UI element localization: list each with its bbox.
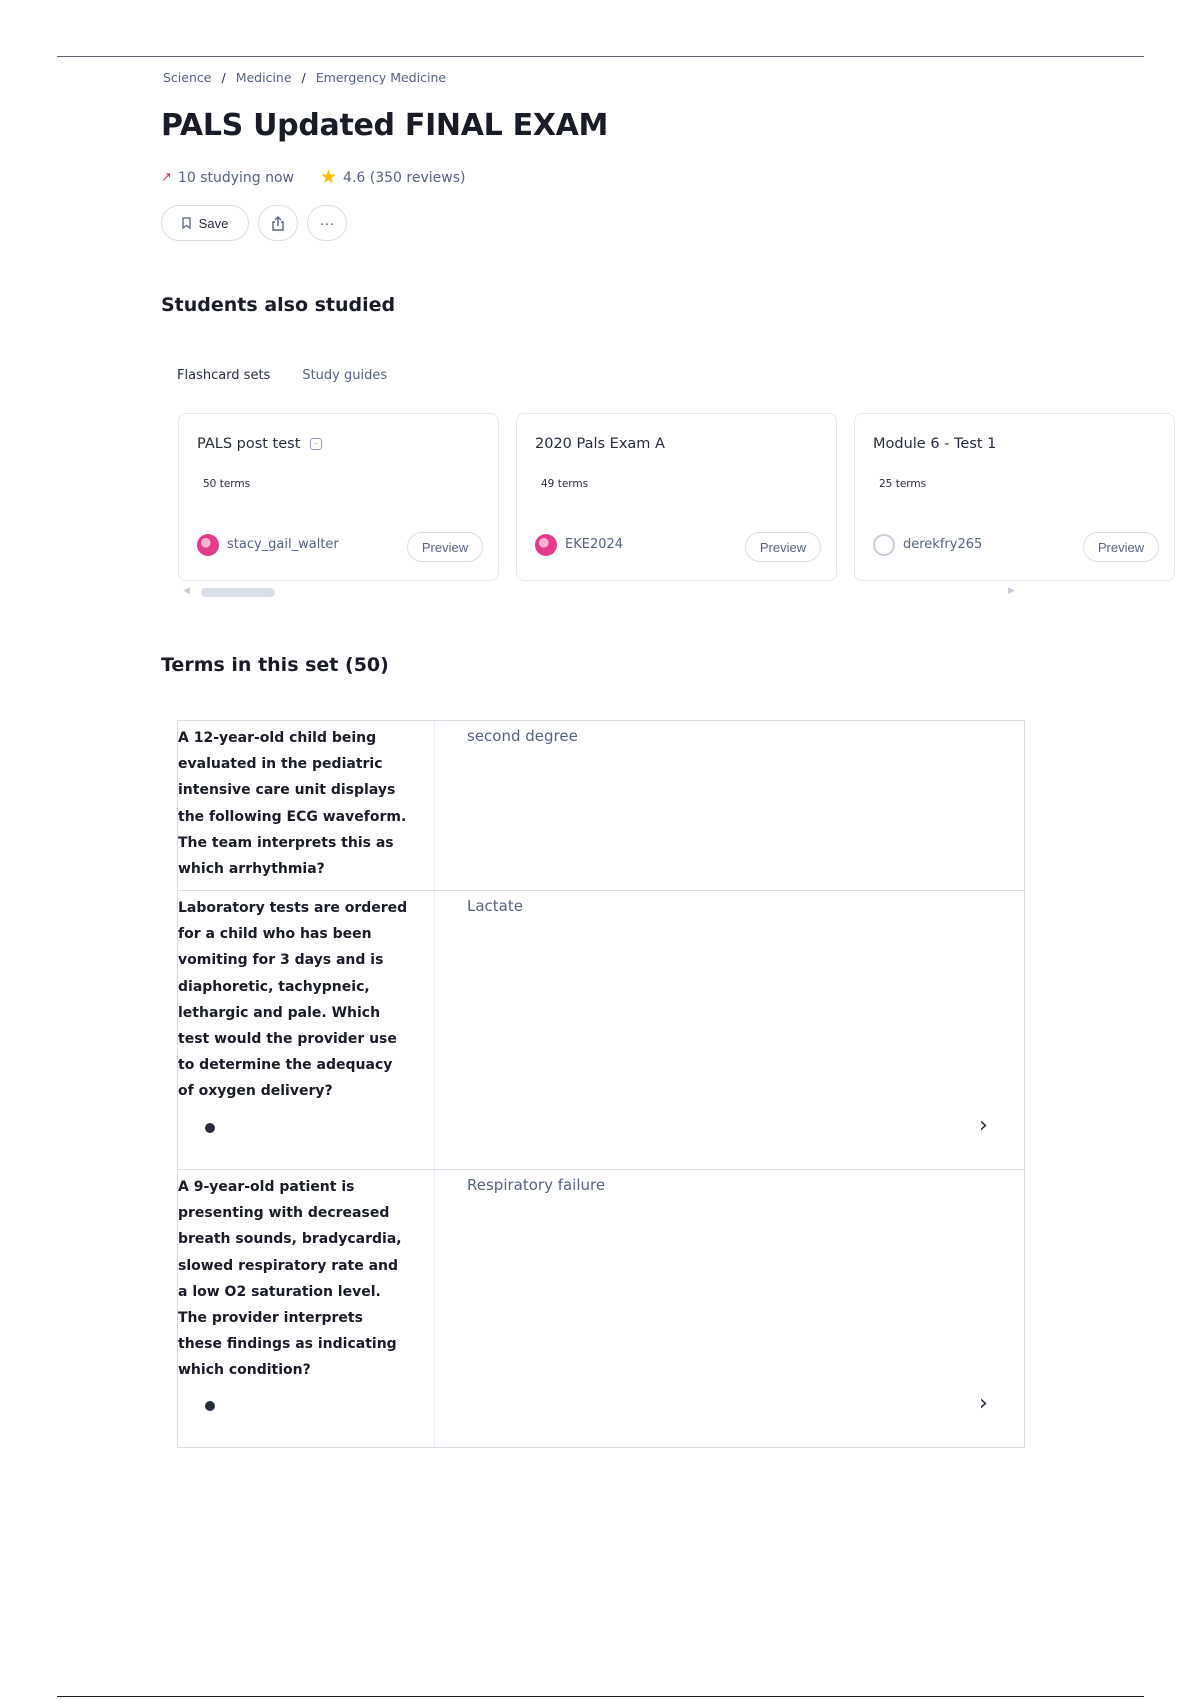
breadcrumb-link-science[interactable]: Science [163, 70, 212, 85]
save-button[interactable] [161, 205, 249, 241]
flashcard-icon: – [310, 438, 322, 450]
star-icon: ★ [320, 166, 338, 188]
trending-up-icon: ↗ [161, 170, 172, 185]
pagination-dot[interactable] [205, 1123, 215, 1133]
avatar [873, 534, 895, 556]
avatar [535, 534, 557, 556]
rating-link[interactable]: 4.6 (350 reviews) [343, 169, 466, 186]
more-icon: ··· [319, 214, 335, 232]
flashcard-set-card[interactable] [854, 413, 1175, 581]
card-author[interactable]: EKE2024 [565, 537, 624, 552]
also-studied-carousel [178, 413, 1145, 583]
tab-flashcard-sets[interactable]: Flashcard sets [177, 368, 271, 383]
set-actions [161, 205, 347, 241]
card-title-text: Module 6 - Test 1 [873, 436, 997, 452]
more-options-button[interactable] [307, 205, 347, 241]
save-label: Save [198, 215, 229, 231]
also-studied-tabs [177, 368, 387, 383]
set-meta [161, 168, 465, 187]
term-answer: second degree [467, 727, 578, 745]
term-row [178, 1169, 1024, 1447]
card-author[interactable]: derekfry265 [903, 537, 983, 552]
card-title-text: PALS post test [197, 436, 301, 452]
chevron-right-icon[interactable]: › [979, 1113, 988, 1138]
preview-button[interactable]: Preview [745, 532, 821, 562]
pagination-dot[interactable] [205, 1401, 215, 1411]
scroll-right-arrow-icon[interactable]: ▶ [1008, 586, 1015, 596]
page-title: PALS Updated FINAL EXAM [161, 108, 609, 143]
column-divider [434, 891, 435, 1169]
tab-study-guides[interactable]: Study guides [302, 368, 388, 383]
studying-now-count: 10 studying now [177, 169, 294, 186]
breadcrumb [163, 70, 446, 85]
breadcrumb-link-emergency-medicine[interactable]: Emergency Medicine [315, 70, 447, 85]
flashcard-set-card[interactable] [178, 413, 499, 581]
card-author[interactable]: stacy_gail_walter [227, 537, 339, 552]
term-question: A 12-year-old child being evaluated in the pediatric intensive care unit displays the following ECG waveform. The team interprets this as which arrhythmia? [178, 730, 407, 878]
card-term-count: 50 terms [203, 478, 251, 490]
top-divider [57, 56, 1144, 57]
card-term-count: 49 terms [541, 478, 589, 490]
breadcrumb-separator: / [221, 70, 226, 85]
term-question: A 9-year-old patient is presenting with decreased breath sounds, bradycardia, slowed respiratory rate and a low O2 saturation level. The provider interprets these findings as indicating which condition? [178, 1179, 402, 1379]
term-row [178, 721, 1024, 890]
term-question: Laboratory tests are ordered for a child who has been vomiting for 3 days and is diaphoretic, tachypneic, lethargic and pale. Which test would the provider use to determine the adequacy of oxygen delivery? [178, 900, 408, 1100]
column-divider [434, 1170, 435, 1447]
chevron-right-icon[interactable]: › [979, 1391, 988, 1416]
term-answer: Lactate [467, 897, 523, 915]
preview-button[interactable]: Preview [407, 532, 483, 562]
flashcard-set-card[interactable] [516, 413, 837, 581]
breadcrumb-separator: / [301, 70, 306, 85]
terms-in-set-heading: Terms in this set (50) [161, 654, 389, 676]
card-title [197, 436, 322, 452]
students-also-studied-heading: Students also studied [161, 294, 396, 316]
carousel-scrollbar[interactable] [201, 588, 275, 597]
term-answer: Respiratory failure [467, 1176, 606, 1194]
breadcrumb-link-medicine[interactable]: Medicine [235, 70, 292, 85]
term-row [178, 890, 1024, 1169]
card-title [535, 436, 665, 452]
terms-list [177, 720, 1025, 1448]
card-title-text: 2020 Pals Exam A [535, 436, 665, 452]
column-divider [434, 721, 435, 890]
scroll-left-arrow-icon[interactable]: ◀ [183, 586, 190, 596]
avatar [197, 534, 219, 556]
share-icon [270, 215, 286, 232]
bookmark-icon [182, 217, 191, 229]
share-button[interactable] [258, 205, 298, 241]
card-title [873, 436, 996, 452]
bottom-divider [57, 1696, 1144, 1697]
card-term-count: 25 terms [879, 478, 927, 490]
preview-button[interactable]: Preview [1083, 532, 1159, 562]
